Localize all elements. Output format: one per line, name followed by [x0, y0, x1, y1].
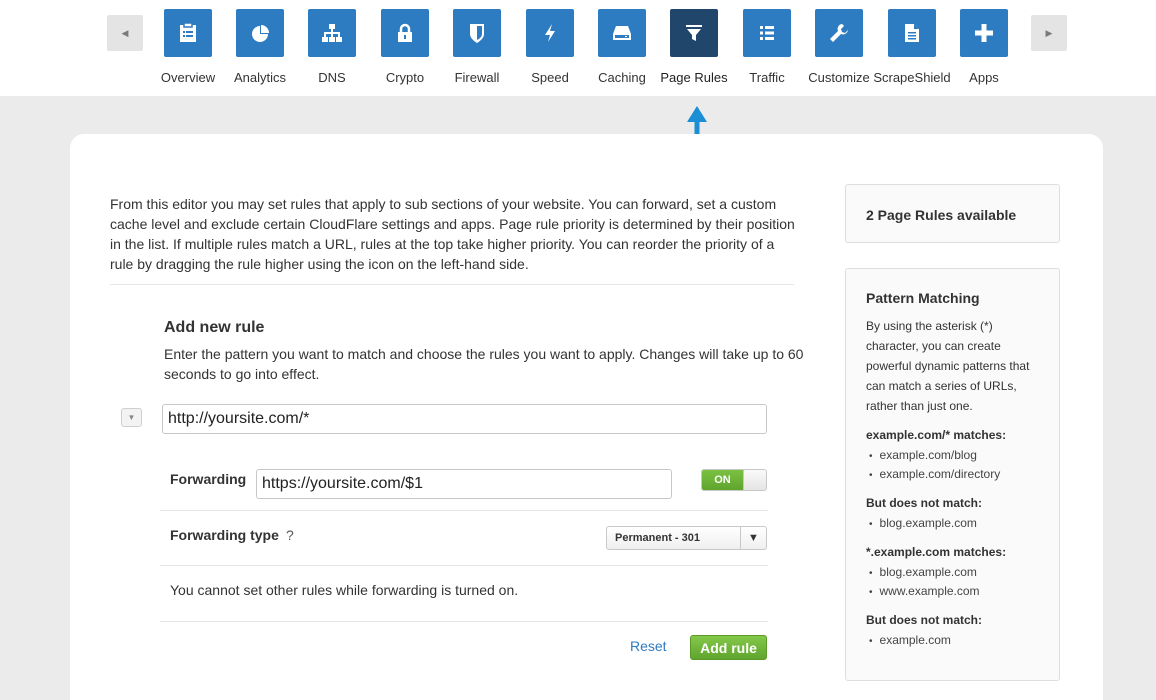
- nav-tile: [526, 9, 574, 57]
- pattern-group-heading: example.com/* matches:: [866, 428, 1007, 442]
- reset-link[interactable]: Reset: [630, 638, 667, 654]
- chevron-left-icon: ◀: [121, 27, 129, 38]
- shield-icon: [465, 21, 489, 45]
- forwarding-notice: You cannot set other rules while forwarding is turned on.: [170, 582, 519, 598]
- forwarding-toggle[interactable]: [701, 469, 767, 491]
- nav-tile: [236, 9, 284, 57]
- clipboard-icon: [176, 21, 200, 45]
- forwarding-type-label: Forwarding type: [170, 527, 279, 543]
- nav-item-analytics[interactable]: [220, 9, 300, 85]
- nav-item-scrapeshield[interactable]: [872, 9, 952, 85]
- intro-text: From this editor you may set rules that apply to sub sections of your website. You can forward, set a custom cache level and exclude certain CloudFlare settings and apps. Page rule priority is determined by their position in the list. If multiple rules match a URL, rules at the top take higher priority. You can reorder the priority of a rule by dragging the rule higher using the icon on the left-hand side.: [110, 196, 795, 272]
- pattern-group-heading: *.example.com matches:: [866, 545, 1007, 559]
- toggle-on-label: ON: [702, 470, 743, 490]
- pattern-matching-title: Pattern Matching: [866, 290, 980, 306]
- pie-chart-icon: [248, 21, 272, 45]
- wrench-icon: [827, 21, 851, 45]
- pattern-example: • example.com/blog: [869, 448, 977, 462]
- nav-tile: [888, 9, 936, 57]
- forwarding-url-input[interactable]: https://yoursite.com/$1: [256, 469, 672, 499]
- nav-item-customize[interactable]: [799, 9, 879, 85]
- help-icon[interactable]: ?: [286, 527, 294, 543]
- nav-tile: [453, 9, 501, 57]
- nav-label: Customize: [808, 70, 870, 85]
- pattern-matching-description: By using the asterisk (*) character, you can create powerful dynamic patterns that can match a series of URLs, rather than just one.: [866, 319, 1030, 413]
- nav-label: Apps: [969, 70, 999, 85]
- pattern-example: • blog.example.com: [869, 565, 977, 579]
- toggle-knob: [743, 470, 766, 490]
- divider: [110, 284, 794, 285]
- nav-item-page-rules[interactable]: [654, 9, 734, 85]
- divider: [160, 621, 768, 622]
- forwarding-type-select[interactable]: [606, 526, 767, 550]
- lightning-icon: [538, 21, 562, 45]
- nav-item-apps[interactable]: [944, 9, 1024, 85]
- nav-label: Traffic: [749, 70, 785, 85]
- nav-item-traffic[interactable]: [727, 9, 807, 85]
- nav-next-button[interactable]: [1031, 15, 1067, 51]
- rules-available-text: 2 Page Rules available: [866, 207, 1017, 223]
- sitemap-icon: [320, 21, 344, 45]
- nav-tile: [308, 9, 356, 57]
- nav-item-firewall[interactable]: [437, 9, 517, 85]
- rules-available-box: [845, 184, 1060, 243]
- chevron-right-icon: ▶: [1045, 27, 1053, 38]
- add-rule-title: Add new rule: [164, 319, 265, 336]
- pattern-example: • example.com: [869, 633, 951, 647]
- nav-tile: [381, 9, 429, 57]
- drive-icon: [610, 21, 634, 45]
- url-pattern-input[interactable]: http://yoursite.com/*: [162, 404, 767, 434]
- select-value: Permanent - 301: [615, 532, 700, 544]
- nav-tile: [815, 9, 863, 57]
- nav-item-overview[interactable]: [148, 9, 228, 85]
- nav-item-speed[interactable]: [510, 9, 590, 85]
- nav-item-crypto[interactable]: [365, 9, 445, 85]
- nav-tile: [164, 9, 212, 57]
- divider: [160, 565, 768, 566]
- pattern-group-heading: But does not match:: [866, 496, 982, 510]
- nav-label: Speed: [531, 70, 569, 85]
- nav-label: Analytics: [233, 70, 287, 85]
- pattern-group-heading: But does not match:: [866, 613, 982, 627]
- divider: [160, 510, 768, 511]
- nav-tile: [960, 9, 1008, 57]
- add-rule-button[interactable]: Add rule: [690, 635, 767, 660]
- nav-label: Caching: [598, 70, 646, 85]
- nav-item-dns[interactable]: [292, 9, 372, 85]
- pattern-example: • example.com/directory: [869, 467, 1000, 481]
- forwarding-label: Forwarding: [170, 471, 247, 487]
- nav-label: DNS: [318, 70, 346, 85]
- caret-down-icon: ▼: [740, 527, 766, 549]
- pattern-example: • blog.example.com: [869, 516, 977, 530]
- nav-item-caching[interactable]: [582, 9, 662, 85]
- nav-tile-active: [670, 9, 718, 57]
- nav-tile: [598, 9, 646, 57]
- document-icon: [900, 21, 924, 45]
- rule-collapse-toggle[interactable]: [121, 408, 142, 427]
- nav-tile: [743, 9, 791, 57]
- lock-icon: [393, 21, 417, 45]
- nav-label: Firewall: [454, 70, 500, 85]
- pattern-example: • www.example.com: [869, 584, 980, 598]
- top-navigation: [0, 0, 1156, 96]
- nav-label: Page Rules: [660, 70, 728, 85]
- add-rule-description: Enter the pattern you want to match and choose the rules you want to apply. Changes will take up to 60 seconds to go into effect.: [164, 346, 804, 382]
- chevron-down-icon: ▼: [127, 413, 136, 422]
- nav-label: ScrapeShield: [873, 70, 951, 85]
- nav-prev-button[interactable]: [107, 15, 143, 51]
- nav-label: Crypto: [385, 70, 425, 85]
- plus-icon: [972, 21, 996, 45]
- list-icon: [755, 21, 779, 45]
- filter-icon: [682, 21, 706, 45]
- nav-label: Overview: [160, 70, 216, 85]
